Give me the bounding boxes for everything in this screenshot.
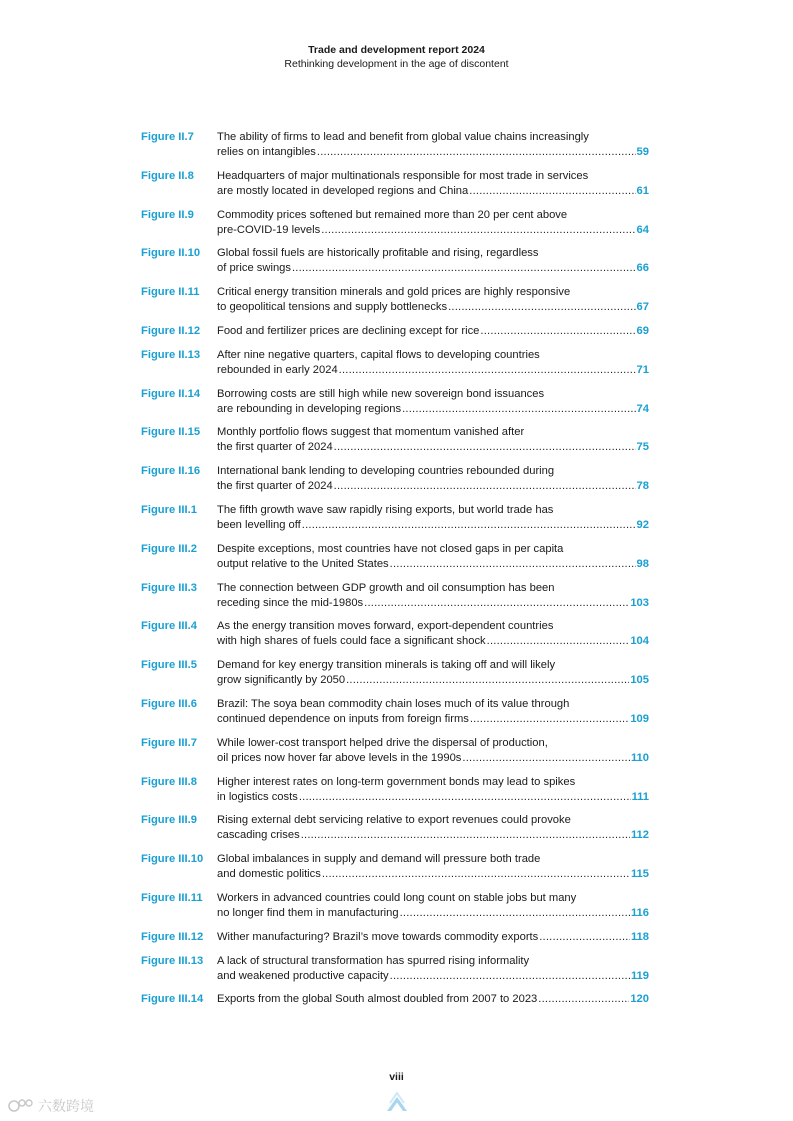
- page-reference[interactable]: 105: [630, 674, 649, 687]
- caption-last-line: [217, 402, 649, 417]
- toc-entry[interactable]: [141, 813, 649, 843]
- caption-line: While lower-cost transport helped drive the dispersal of production,: [217, 736, 548, 749]
- caption-last-line: [217, 557, 649, 572]
- caption-line: Critical energy transition minerals and gold prices are highly responsive: [217, 286, 571, 299]
- figure-caption: [217, 324, 649, 339]
- caption-line: rebounded in early 2024: [217, 363, 338, 376]
- figure-label: Figure II.15: [141, 426, 201, 439]
- caption-line: continued dependence on inputs from foreign firms: [217, 712, 469, 725]
- dot-leader: [346, 673, 629, 688]
- page-reference[interactable]: 66: [636, 262, 649, 275]
- page-reference[interactable]: 59: [636, 146, 649, 158]
- caption-last-line: [217, 969, 649, 984]
- page-reference[interactable]: 116: [630, 906, 649, 919]
- figure-label: Figure III.9: [141, 814, 197, 827]
- caption-last-line: [217, 261, 649, 276]
- caption-line: Commodity prices softened but remained more than 20 per cent above: [217, 208, 568, 221]
- figure-caption: [217, 425, 649, 455]
- caption-line: The fifth growth wave saw rapidly rising exports, but world trade has: [217, 503, 554, 516]
- caption-line: Brazil: The soya bean commodity chain loses much of its value through: [217, 697, 570, 710]
- caption-last-line: [217, 906, 649, 921]
- caption-last-line: [217, 828, 649, 843]
- page-reference[interactable]: 112: [630, 829, 649, 842]
- figure-caption: [217, 130, 649, 160]
- caption-line: Demand for key energy transition minerals is taking off and will likely: [217, 659, 556, 672]
- caption-line: Food and fertilizer prices are declining except for rice: [217, 324, 480, 337]
- caption-line: and weakened productive capacity: [217, 969, 389, 982]
- figure-label: Figure II.12: [141, 324, 201, 337]
- figure-label: Figure III.3: [141, 581, 197, 594]
- caption-last-line: [217, 867, 649, 882]
- caption-last-line: [217, 300, 649, 315]
- page-reference[interactable]: 110: [630, 751, 649, 764]
- toc-entry[interactable]: [141, 285, 649, 315]
- page-reference[interactable]: 119: [630, 969, 649, 982]
- toc-entry[interactable]: [141, 619, 649, 649]
- figure-label: Figure III.10: [141, 853, 204, 866]
- dot-leader: [539, 930, 630, 945]
- figure-label: Figure III.1: [141, 503, 197, 516]
- dot-leader: [339, 363, 636, 378]
- caption-line: cascading crises: [217, 829, 300, 842]
- dot-leader: [462, 751, 630, 766]
- figure-caption: [217, 775, 649, 805]
- dot-leader: [317, 145, 636, 160]
- figure-label: Figure III.4: [141, 620, 197, 633]
- figure-caption: [217, 169, 649, 199]
- caption-last-line: [217, 790, 649, 805]
- figure-label: Figure II.7: [141, 131, 194, 143]
- caption-line: Workers in advanced countries could long count on stable jobs but many: [217, 891, 577, 904]
- page-number: viii: [389, 1071, 404, 1083]
- page-reference[interactable]: 74: [636, 402, 649, 415]
- figure-caption: [217, 891, 649, 921]
- caption-last-line: [217, 596, 649, 611]
- caption-last-line: [217, 479, 649, 494]
- caption-line: the first quarter of 2024: [217, 480, 333, 493]
- caption-line: and domestic politics: [217, 868, 321, 881]
- figure-caption: [217, 619, 649, 649]
- caption-last-line: [217, 634, 649, 649]
- caption-line: Higher interest rates on long-term government bonds may lead to spikes: [217, 775, 576, 788]
- figure-caption: [217, 581, 649, 611]
- figure-caption: [217, 813, 649, 843]
- page-header: [0, 43, 793, 71]
- toc-entry[interactable]: [141, 852, 649, 882]
- toc-entry[interactable]: [141, 992, 649, 1007]
- chevron-up-icon[interactable]: [384, 1089, 410, 1115]
- page-reference[interactable]: 118: [630, 930, 649, 943]
- figure-caption: [217, 852, 649, 882]
- figure-caption: [217, 503, 649, 533]
- report-title: Trade and development report 2024: [308, 44, 485, 56]
- caption-line: Wither manufacturing? Brazil’s move towards commodity exports: [217, 930, 539, 943]
- caption-line: The connection between GDP growth and oil consumption has been: [217, 581, 555, 594]
- caption-line: receding since the mid-1980s: [217, 596, 364, 609]
- toc-entry[interactable]: [141, 169, 649, 199]
- caption-line: A lack of structural transformation has spurred rising informality: [217, 954, 530, 967]
- figure-caption: [217, 930, 649, 945]
- dot-leader: [321, 223, 635, 238]
- page-reference[interactable]: 103: [630, 596, 649, 609]
- figure-caption: [217, 697, 649, 727]
- dot-leader: [402, 402, 635, 417]
- caption-last-line: [217, 184, 649, 199]
- caption-line: of price swings: [217, 262, 291, 275]
- caption-last-line: [217, 324, 649, 339]
- watermark-logo-icon: [8, 1098, 34, 1114]
- figure-label: Figure III.11: [141, 891, 203, 904]
- caption-line: been levelling off: [217, 518, 301, 531]
- dot-leader: [292, 261, 636, 276]
- dot-leader: [334, 440, 636, 455]
- toc-entry[interactable]: [141, 503, 649, 533]
- caption-line: oil prices now hover far above levels in the 1990s: [217, 751, 462, 764]
- figure-caption: [217, 658, 649, 688]
- page-reference[interactable]: 61: [636, 184, 649, 197]
- dot-leader: [390, 557, 636, 572]
- caption-line: Global fossil fuels are historically profitable and rising, regardless: [217, 247, 539, 260]
- figure-label: Figure III.13: [141, 954, 204, 967]
- caption-line: Monthly portfolio flows suggest that momentum vanished after: [217, 426, 525, 439]
- caption-line: to geopolitical tensions and supply bottlenecks: [217, 301, 448, 314]
- caption-line: International bank lending to developing countries rebounded during: [217, 465, 555, 478]
- figure-caption: [217, 992, 649, 1007]
- page-reference[interactable]: 78: [636, 480, 649, 493]
- page-reference[interactable]: 111: [631, 790, 649, 803]
- toc-entry[interactable]: [141, 891, 649, 921]
- toc-entry[interactable]: [141, 387, 649, 417]
- caption-last-line: [217, 930, 649, 945]
- caption-last-line: [217, 363, 649, 378]
- toc-entry[interactable]: [141, 324, 649, 339]
- toc-entry[interactable]: [141, 130, 649, 160]
- caption-line: Borrowing costs are still high while new sovereign bond issuances: [217, 387, 545, 400]
- figure-label: Figure II.8: [141, 169, 194, 182]
- toc-entry[interactable]: [141, 208, 649, 238]
- figure-label: Figure III.5: [141, 659, 197, 672]
- toc-entry[interactable]: [141, 954, 649, 984]
- dot-leader: [400, 906, 630, 921]
- dot-leader: [487, 634, 630, 649]
- figure-label: Figure III.7: [141, 736, 197, 749]
- figure-caption: [217, 387, 649, 417]
- figure-label: Figure II.16: [141, 465, 201, 478]
- page-reference[interactable]: 71: [636, 363, 649, 376]
- figure-label: Figure III.14: [141, 993, 204, 1006]
- page-reference[interactable]: 120: [630, 993, 649, 1006]
- caption-last-line: [217, 673, 649, 688]
- page-reference[interactable]: 104: [630, 635, 649, 648]
- caption-line: Exports from the global South almost doubled from 2007 to 2023: [217, 993, 538, 1006]
- dot-leader: [299, 790, 631, 805]
- page-reference[interactable]: 67: [636, 301, 649, 314]
- caption-line: output relative to the United States: [217, 557, 389, 570]
- caption-line: are mostly located in developed regions and China: [217, 184, 469, 197]
- toc-entry[interactable]: [141, 697, 649, 727]
- caption-last-line: [217, 440, 649, 455]
- figure-label: Figure II.9: [141, 208, 194, 221]
- page-reference[interactable]: 64: [636, 223, 649, 236]
- caption-line: in logistics costs: [217, 790, 298, 803]
- page-reference[interactable]: 69: [636, 324, 649, 337]
- report-subtitle: Rethinking development in the age of discontent: [284, 58, 509, 70]
- figure-label: Figure III.12: [141, 930, 204, 943]
- toc-entry[interactable]: [141, 736, 649, 766]
- caption-line: The ability of firms to lead and benefit from global value chains increasingly: [217, 131, 589, 143]
- page-reference[interactable]: 115: [630, 868, 649, 881]
- figure-caption: [217, 464, 649, 494]
- figure-caption: [217, 208, 649, 238]
- page-reference[interactable]: 98: [636, 557, 649, 570]
- dot-leader: [470, 712, 629, 727]
- watermark: [8, 1096, 94, 1116]
- caption-line: grow significantly by 2050: [217, 674, 346, 687]
- caption-line: As the energy transition moves forward, export-dependent countries: [217, 620, 554, 633]
- toc-entry[interactable]: [141, 425, 649, 455]
- dot-leader: [334, 479, 636, 494]
- caption-last-line: [217, 992, 649, 1007]
- dot-leader: [480, 324, 635, 339]
- dot-leader: [322, 867, 630, 882]
- watermark-text: 六数跨境: [38, 1098, 94, 1114]
- dot-leader: [302, 518, 636, 533]
- caption-line: with high shares of fuels could face a significant shock: [217, 635, 486, 648]
- caption-line: are rebounding in developing regions: [217, 402, 402, 415]
- list-of-figures: [141, 130, 649, 1016]
- figure-caption: [217, 736, 649, 766]
- dot-leader: [448, 300, 635, 315]
- toc-entry[interactable]: [141, 464, 649, 494]
- dot-leader: [538, 992, 629, 1007]
- figure-label: Figure III.8: [141, 775, 197, 788]
- caption-last-line: [217, 223, 649, 238]
- caption-line: pre-COVID-19 levels: [217, 223, 321, 236]
- caption-last-line: [217, 145, 649, 160]
- figure-label: Figure III.6: [141, 697, 197, 710]
- figure-label: Figure III.2: [141, 542, 197, 555]
- dot-leader: [469, 184, 635, 199]
- caption-line: relies on intangibles: [217, 146, 316, 158]
- caption-line: no longer find them in manufacturing: [217, 906, 399, 919]
- figure-label: Figure II.13: [141, 348, 201, 361]
- toc-entry[interactable]: [141, 930, 649, 945]
- figure-caption: [217, 246, 649, 276]
- dot-leader: [301, 828, 630, 843]
- caption-line: Rising external debt servicing relative to export revenues could provoke: [217, 814, 571, 827]
- toc-entry[interactable]: [141, 542, 649, 572]
- toc-entry[interactable]: [141, 246, 649, 276]
- figure-label: Figure II.14: [141, 387, 201, 400]
- dot-leader: [364, 596, 629, 611]
- caption-line: After nine negative quarters, capital flows to developing countries: [217, 348, 540, 361]
- figure-label: Figure II.11: [141, 286, 200, 299]
- toc-entry[interactable]: [141, 581, 649, 611]
- caption-last-line: [217, 751, 649, 766]
- caption-line: the first quarter of 2024: [217, 441, 333, 454]
- figure-caption: [217, 285, 649, 315]
- figure-label: Figure II.10: [141, 247, 201, 260]
- caption-line: Global imbalances in supply and demand will pressure both trade: [217, 853, 541, 866]
- page-reference[interactable]: 75: [636, 441, 649, 454]
- caption-last-line: [217, 712, 649, 727]
- figure-caption: [217, 348, 649, 378]
- caption-last-line: [217, 518, 649, 533]
- page-reference[interactable]: 92: [636, 518, 649, 531]
- caption-line: Despite exceptions, most countries have not closed gaps in per capita: [217, 542, 564, 555]
- toc-entry[interactable]: [141, 658, 649, 688]
- caption-line: Headquarters of major multinationals responsible for most trade in services: [217, 169, 589, 182]
- figure-caption: [217, 542, 649, 572]
- figure-caption: [217, 954, 649, 984]
- dot-leader: [390, 969, 630, 984]
- toc-entry[interactable]: [141, 348, 649, 378]
- page-reference[interactable]: 109: [630, 712, 649, 725]
- toc-entry[interactable]: [141, 775, 649, 805]
